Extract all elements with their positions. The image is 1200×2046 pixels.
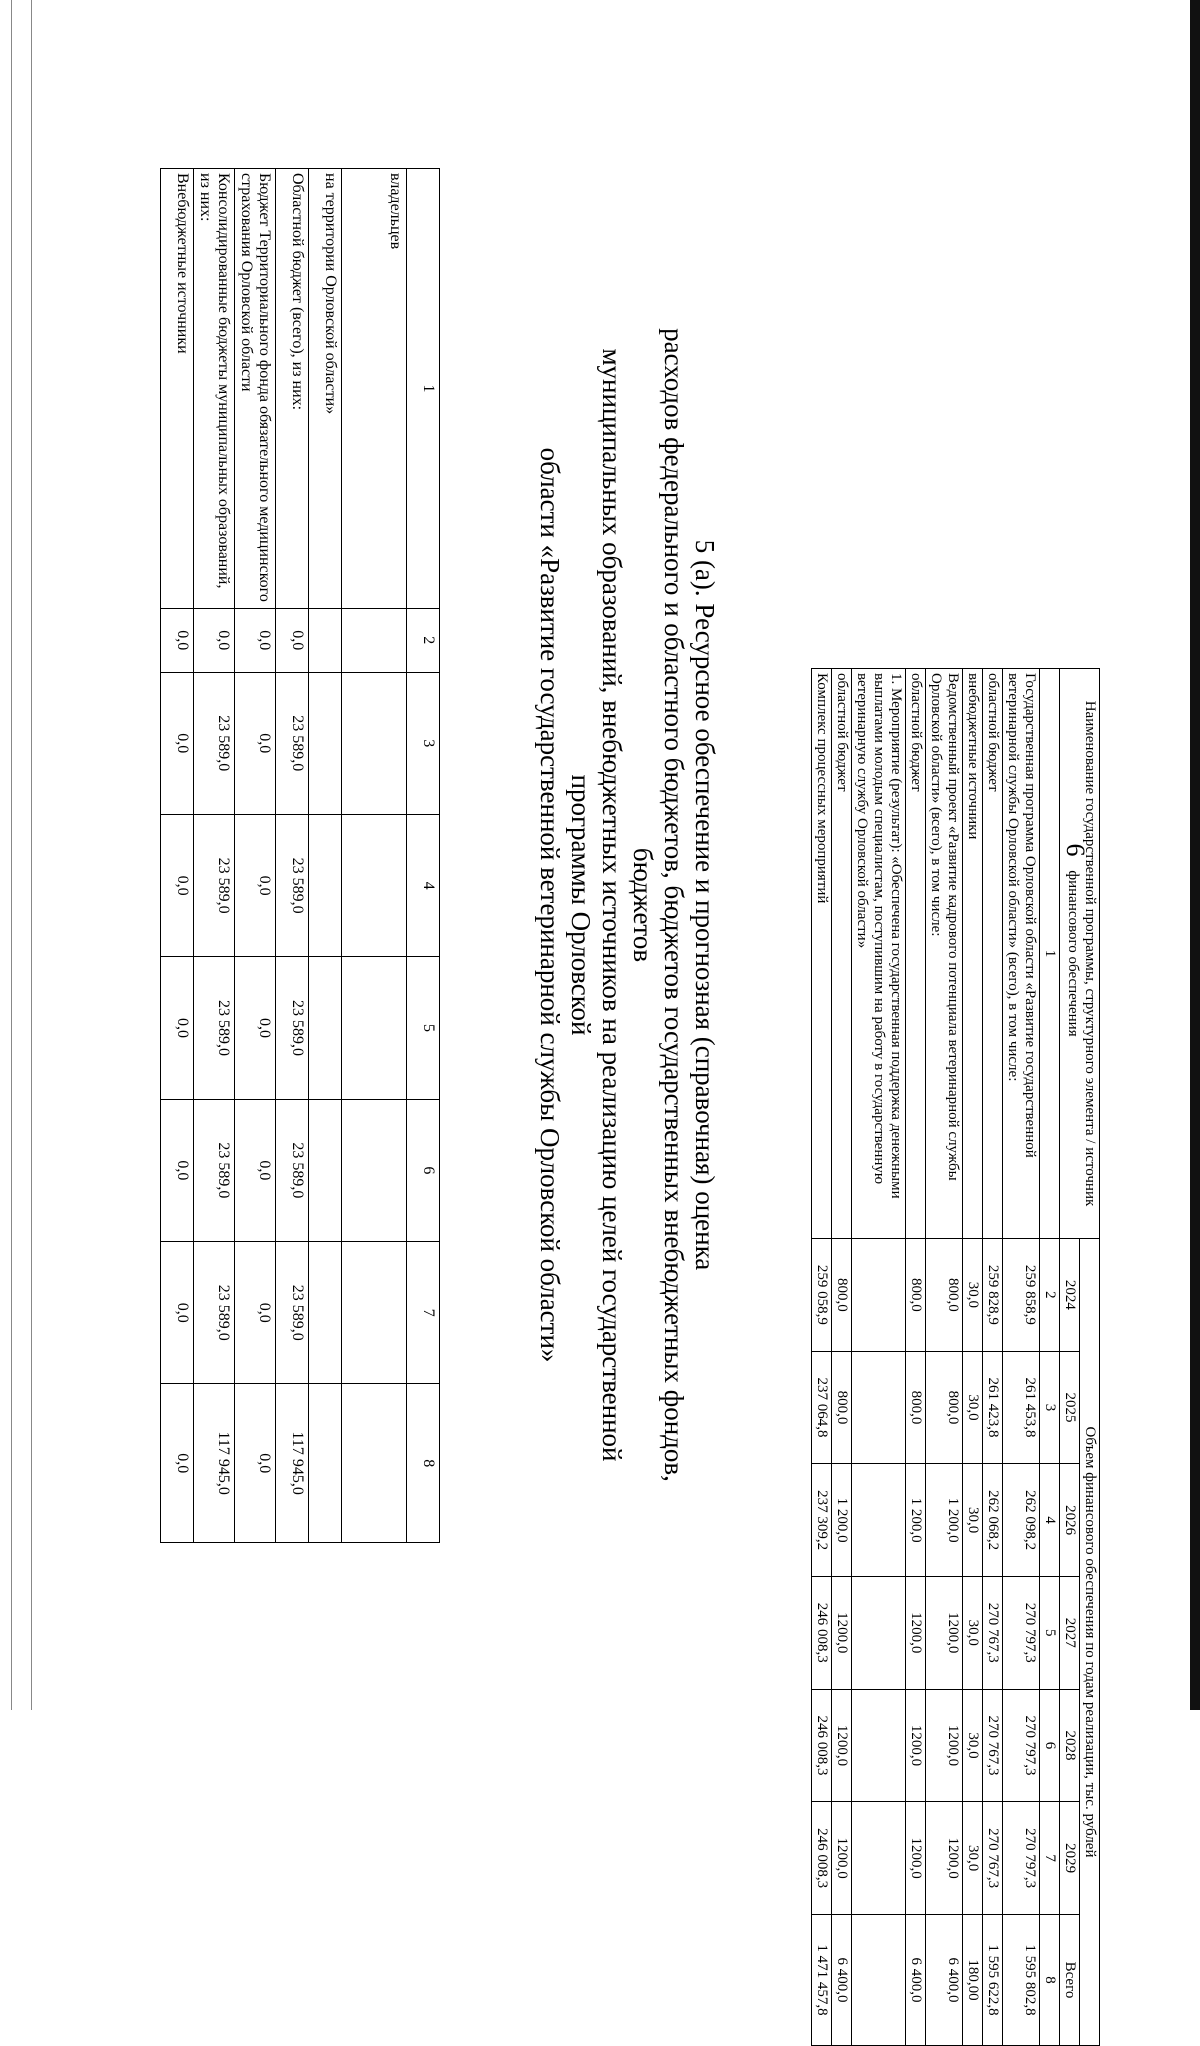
cell-value: 261 423,8: [983, 1351, 1003, 1464]
cell-value: 23 589,0: [194, 672, 235, 814]
cell-value: 117 945,0: [194, 1384, 235, 1543]
cell-value: [309, 672, 342, 814]
cell-value: 30,0: [963, 1239, 983, 1352]
section-title-line: области «Развитие государственной ветеринарной службы Орловской области»: [535, 447, 565, 1363]
row-label: владельцев: [342, 169, 407, 609]
cell-value: 23 589,0: [276, 1242, 309, 1384]
cell-value: 800,0: [832, 1239, 852, 1352]
column-number: 7: [1040, 1802, 1060, 1915]
row-label: областной бюджет: [906, 669, 926, 1239]
table-row: [194, 169, 235, 1543]
row-label: Консолидированные бюджеты муниципальных образований, из них:: [194, 169, 235, 609]
table-row: [812, 669, 832, 2046]
column-number: 1: [407, 169, 440, 609]
cell-value: 1200,0: [832, 1689, 852, 1802]
cell-value: 1200,0: [926, 1802, 963, 1915]
cell-value: 1200,0: [906, 1802, 926, 1915]
cell-value: 1200,0: [832, 1802, 852, 1915]
table-row: [309, 169, 342, 1543]
cell-value: 800,0: [906, 1239, 926, 1352]
column-number: 6: [1040, 1689, 1060, 1802]
section-title-line: муниципальных образований, внебюджетных источников на реализацию целей государственной программы Орловской: [566, 348, 627, 1462]
column-number: 8: [407, 1384, 440, 1543]
scan-edge-line: [1190, 0, 1200, 1710]
cell-value: 0,0: [161, 1099, 194, 1241]
column-number: 3: [1040, 1351, 1060, 1464]
cell-value: 270 797,3: [1003, 1802, 1040, 1915]
cell-value: 800,0: [926, 1239, 963, 1352]
cell-value: [309, 609, 342, 673]
table-row: [1003, 669, 1040, 2046]
cell-value: [852, 1689, 906, 1802]
cell-value: 23 589,0: [194, 1099, 235, 1241]
cell-value: 800,0: [832, 1351, 852, 1464]
cell-value: [309, 1384, 342, 1543]
scan-edge-line: [31, 0, 32, 1710]
column-number: 3: [407, 672, 440, 814]
year-header: 2024: [1060, 1239, 1080, 1352]
year-header: 2027: [1060, 1576, 1080, 1689]
cell-value: 259 858,9: [1003, 1239, 1040, 1352]
cell-value: 1200,0: [926, 1576, 963, 1689]
cell-value: 6 400,0: [906, 1914, 926, 2045]
cell-value: 30,0: [963, 1464, 983, 1577]
column-number: 1: [1040, 669, 1060, 1239]
cell-value: 246 008,3: [812, 1689, 832, 1802]
table-row: [161, 169, 194, 1543]
cell-value: 0,0: [194, 609, 235, 673]
cell-value: 6 400,0: [832, 1914, 852, 2045]
cell-value: 0,0: [161, 672, 194, 814]
table-row: [906, 669, 926, 2046]
cell-value: 1 595 802,8: [1003, 1914, 1040, 2045]
section-title-line: 5 (а). Ресурсное обеспечение и прогнозная (справочная) оценка: [690, 539, 720, 1271]
cell-value: 246 008,3: [812, 1802, 832, 1915]
cell-value: 800,0: [926, 1351, 963, 1464]
column-number: 2: [407, 609, 440, 673]
column-number: 5: [1040, 1576, 1060, 1689]
column-header-name: Наименование государственной программы, структурного элемента / источник финансового обеспечения: [1060, 669, 1100, 1239]
cell-value: 237 064,8: [812, 1351, 832, 1464]
cell-value: 23 589,0: [194, 1242, 235, 1384]
cell-value: 1 200,0: [926, 1464, 963, 1577]
row-label: внебюджетные источники: [963, 669, 983, 1239]
cell-value: [342, 1242, 407, 1384]
cell-value: 1 471 457,8: [812, 1914, 832, 2045]
cell-value: 0,0: [161, 1242, 194, 1384]
row-label: областной бюджет: [983, 669, 1003, 1239]
cell-value: [342, 957, 407, 1099]
table-number-row: [1040, 669, 1060, 2046]
cell-value: [342, 609, 407, 673]
cell-value: 1200,0: [832, 1576, 852, 1689]
cell-value: 23 589,0: [276, 957, 309, 1099]
cell-value: [852, 1351, 906, 1464]
column-number: 4: [407, 814, 440, 956]
row-label: 1. Мероприятие (результат): «Обеспечена государственная поддержка денежными выплатами молодым специалистам, поступившим на работу в государственную ветеринарную службу Орловской области»: [852, 669, 906, 1239]
year-header: 2026: [1060, 1464, 1080, 1577]
cell-value: 270 767,3: [983, 1576, 1003, 1689]
row-label: областной бюджет: [832, 669, 852, 1239]
cell-value: [342, 1384, 407, 1543]
cell-value: 0,0: [161, 957, 194, 1099]
cell-value: [852, 1239, 906, 1352]
cell-value: 180,00: [963, 1914, 983, 2045]
table-row: [926, 669, 963, 2046]
row-label: Внебюджетные источники: [161, 169, 194, 609]
cell-value: 246 008,3: [812, 1576, 832, 1689]
cell-value: 30,0: [963, 1576, 983, 1689]
table-row: [342, 169, 407, 1543]
cell-value: [342, 1099, 407, 1241]
page-number: 6: [1061, 843, 1090, 857]
cell-value: [342, 672, 407, 814]
column-number: 4: [1040, 1464, 1060, 1577]
table-row: [276, 169, 309, 1543]
cell-value: [852, 1464, 906, 1577]
table-header-row: [1080, 669, 1100, 2046]
cell-value: [309, 1099, 342, 1241]
cell-value: 1 200,0: [906, 1464, 926, 1577]
cell-value: 30,0: [963, 1802, 983, 1915]
cell-value: 0,0: [161, 609, 194, 673]
cell-value: [309, 957, 342, 1099]
column-group-header: Объем финансового обеспечения по годам реализации, тыс. рублей: [1080, 1239, 1100, 2046]
cell-value: 1 200,0: [832, 1464, 852, 1577]
cell-value: 0,0: [235, 814, 276, 956]
cell-value: 23 589,0: [276, 1099, 309, 1241]
row-label: Государственная программа Орловской области «Развитие государственной ветеринарной службы Орловской области» (всего), в том числе:: [1003, 669, 1040, 1239]
cell-value: 0,0: [235, 1242, 276, 1384]
top-budget-table: [160, 168, 440, 1543]
cell-value: 0,0: [235, 957, 276, 1099]
cell-value: 23 589,0: [194, 814, 235, 956]
cell-value: 0,0: [235, 1099, 276, 1241]
column-number: 8: [1040, 1914, 1060, 2045]
year-header: 2028: [1060, 1689, 1080, 1802]
cell-value: 262 068,2: [983, 1464, 1003, 1577]
year-header: 2025: [1060, 1351, 1080, 1464]
cell-value: 0,0: [235, 609, 276, 673]
cell-value: 259 828,9: [983, 1239, 1003, 1352]
table-header-row: [407, 169, 440, 1543]
cell-value: 261 453,8: [1003, 1351, 1040, 1464]
cell-value: 1200,0: [906, 1689, 926, 1802]
scan-edge-line: [11, 0, 12, 1710]
column-number: 5: [407, 957, 440, 1099]
cell-value: 237 309,2: [812, 1464, 832, 1577]
row-label: Комплекс процессных мероприятий: [812, 669, 832, 1239]
cell-value: 117 945,0: [276, 1384, 309, 1543]
cell-value: 23 589,0: [276, 672, 309, 814]
cell-value: [309, 814, 342, 956]
row-label: Областной бюджет (всего), из них:: [276, 169, 309, 609]
year-header: Всего: [1060, 1914, 1080, 2045]
cell-value: 0,0: [161, 814, 194, 956]
cell-value: 262 098,2: [1003, 1464, 1040, 1577]
cell-value: 1 595 622,8: [983, 1914, 1003, 2045]
cell-value: [852, 1914, 906, 2045]
table-row: [963, 669, 983, 2046]
cell-value: [342, 814, 407, 956]
table-row: [832, 669, 852, 2046]
table-row: [235, 169, 276, 1543]
cell-value: 0,0: [161, 1384, 194, 1543]
column-number: 2: [1040, 1239, 1060, 1352]
cell-value: 0,0: [235, 672, 276, 814]
cell-value: 6 400,0: [926, 1914, 963, 2045]
cell-value: 1200,0: [926, 1689, 963, 1802]
cell-value: [309, 1242, 342, 1384]
cell-value: 270 797,3: [1003, 1689, 1040, 1802]
table-row: [983, 669, 1003, 2046]
row-label: Бюджет Территориального фонда обязательного медицинского страхования Орловской области: [235, 169, 276, 609]
cell-value: 0,0: [276, 609, 309, 673]
cell-value: 259 058,9: [812, 1239, 832, 1352]
resource-table: [811, 668, 1100, 2046]
table-row: [852, 669, 906, 2046]
cell-value: 23 589,0: [276, 814, 309, 956]
cell-value: 30,0: [963, 1689, 983, 1802]
cell-value: 1200,0: [906, 1576, 926, 1689]
cell-value: 23 589,0: [194, 957, 235, 1099]
year-header: 2029: [1060, 1802, 1080, 1915]
column-number: 6: [407, 1099, 440, 1241]
row-label: Ведомственный проект «Развитие кадрового потенциала ветеринарной службы Орловской области» (всего), в том числе:: [926, 669, 963, 1239]
cell-value: 270 767,3: [983, 1689, 1003, 1802]
cell-value: [852, 1802, 906, 1915]
section-title-line: расходов федерального и областного бюджетов, бюджетов государственных внебюджетных фондов, бюджетов: [628, 328, 689, 1482]
cell-value: 0,0: [235, 1384, 276, 1543]
cell-value: [852, 1576, 906, 1689]
cell-value: 30,0: [963, 1351, 983, 1464]
cell-value: 270 767,3: [983, 1802, 1003, 1915]
section-title: [534, 300, 720, 1510]
column-number: 7: [407, 1242, 440, 1384]
cell-value: 270 797,3: [1003, 1576, 1040, 1689]
row-label: на территории Орловской области»: [309, 169, 342, 609]
cell-value: 800,0: [906, 1351, 926, 1464]
